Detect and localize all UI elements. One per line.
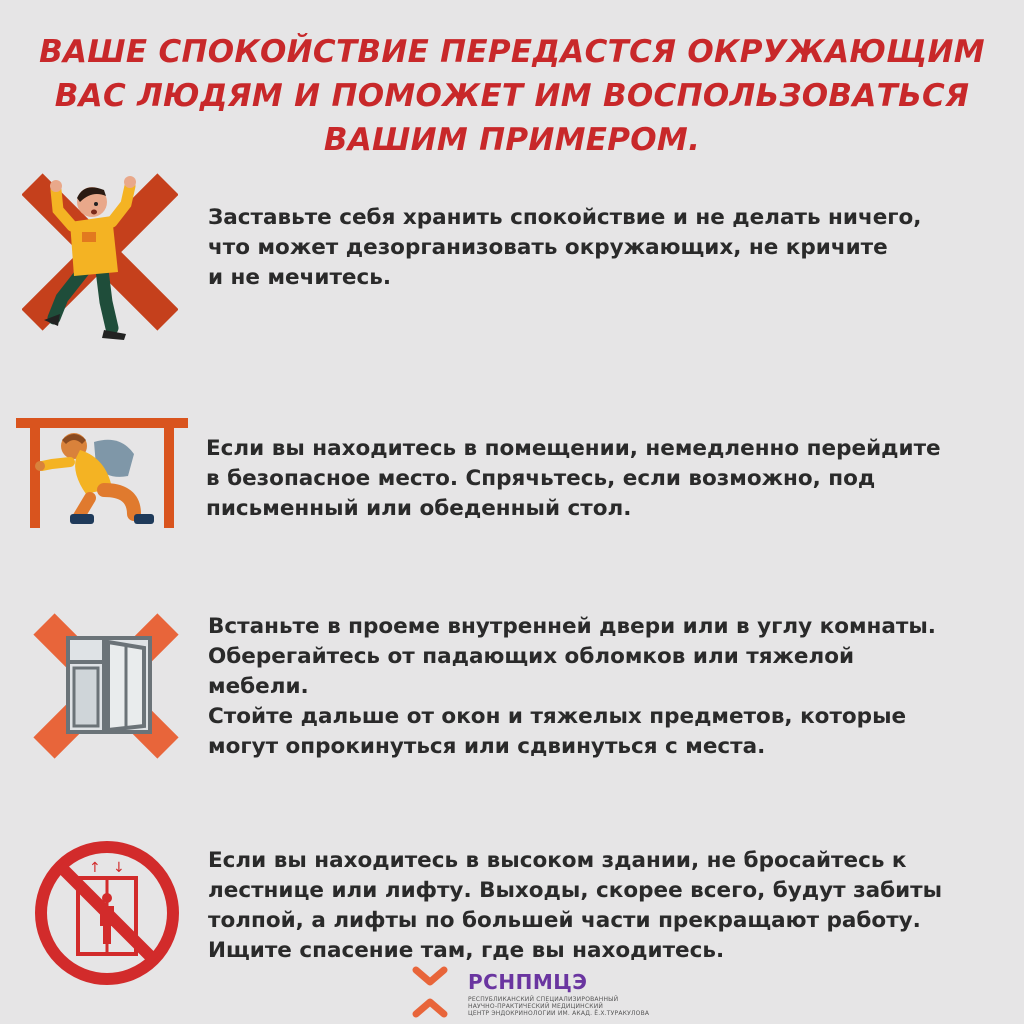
- item-2-line-1: Если вы находитесь в помещении, немедленно перейдите: [206, 436, 941, 461]
- logo-mark-icon: [412, 966, 448, 1018]
- title-line-2: ВАС ЛЮДЯМ И ПОМОЖЕТ ИМ ВОСПОЛЬЗОВАТЬСЯ: [54, 78, 970, 114]
- item-1-line-2: что может дезорганизовать окружающих, не кричите: [208, 235, 888, 260]
- item-4-line-4: Ищите спасение там, где вы находитесь.: [208, 938, 725, 963]
- window-cross-icon: [28, 608, 184, 764]
- logo-name: РСНПМЦЭ: [468, 970, 588, 994]
- item-1-text: [208, 203, 921, 293]
- item-2-line-2: в безопасное место. Спрячьтесь, если возможно, под: [206, 466, 876, 491]
- panicking-person-cross-icon: [22, 170, 178, 342]
- item-2-line-3: письменный или обеденный стол.: [206, 496, 632, 521]
- no-elevator-icon: [32, 838, 182, 988]
- logo-subtitle-line-3: ЦЕНТР ЭНДОКРИНОЛОГИИ ИМ. АКАД. Ё.Х.ТУРАКУЛОВА: [468, 1010, 650, 1017]
- logo-subtitle: [468, 996, 649, 1017]
- item-1-line-3: и не мечитесь.: [208, 265, 392, 290]
- item-4-line-1: Если вы находитесь в высоком здании, не бросайтесь к: [208, 848, 907, 873]
- item-3-line-5: могут опрокинуться или сдвинуться с места.: [208, 734, 766, 759]
- page-title: [0, 30, 1024, 162]
- person-under-table-icon: [16, 414, 190, 530]
- logo-subtitle-line-2: НАУЧНО-ПРАКТИЧЕСКИЙ МЕДИЦИНСКИЙ: [468, 1003, 604, 1010]
- item-2-text: [206, 434, 941, 524]
- item-4-text: [208, 846, 942, 966]
- title-line-3: ВАШИМ ПРИМЕРОМ.: [323, 122, 701, 158]
- item-3-line-3: мебели.: [208, 674, 309, 699]
- svg-text:↑: ↑: [89, 860, 101, 876]
- item-3-line-2: Оберегайтесь от падающих обломков или тяжелой: [208, 644, 855, 669]
- item-1-line-1: Заставьте себя хранить спокойствие и не делать ничего,: [208, 205, 922, 230]
- item-3-line-1: Встаньте в проеме внутренней двери или в углу комнаты.: [208, 614, 936, 639]
- item-3-text: [208, 612, 936, 762]
- title-line-1: ВАШЕ СПОКОЙСТВИЕ ПЕРЕДАСТСЯ ОКРУЖАЮЩИМ: [39, 34, 985, 70]
- svg-text:↓: ↓: [113, 860, 125, 876]
- logo-subtitle-line-1: РЕСПУБЛИКАНСКИЙ СПЕЦИАЛИЗИРОВАННЫЙ: [468, 996, 619, 1003]
- item-4-line-3: толпой, а лифты по большей части прекращают работу.: [208, 908, 921, 933]
- organization-logo: [412, 966, 650, 1022]
- item-3-line-4: Стойте дальше от окон и тяжелых предметов, которые: [208, 704, 907, 729]
- item-4-line-2: лестнице или лифту. Выходы, скорее всего, будут забиты: [208, 878, 943, 903]
